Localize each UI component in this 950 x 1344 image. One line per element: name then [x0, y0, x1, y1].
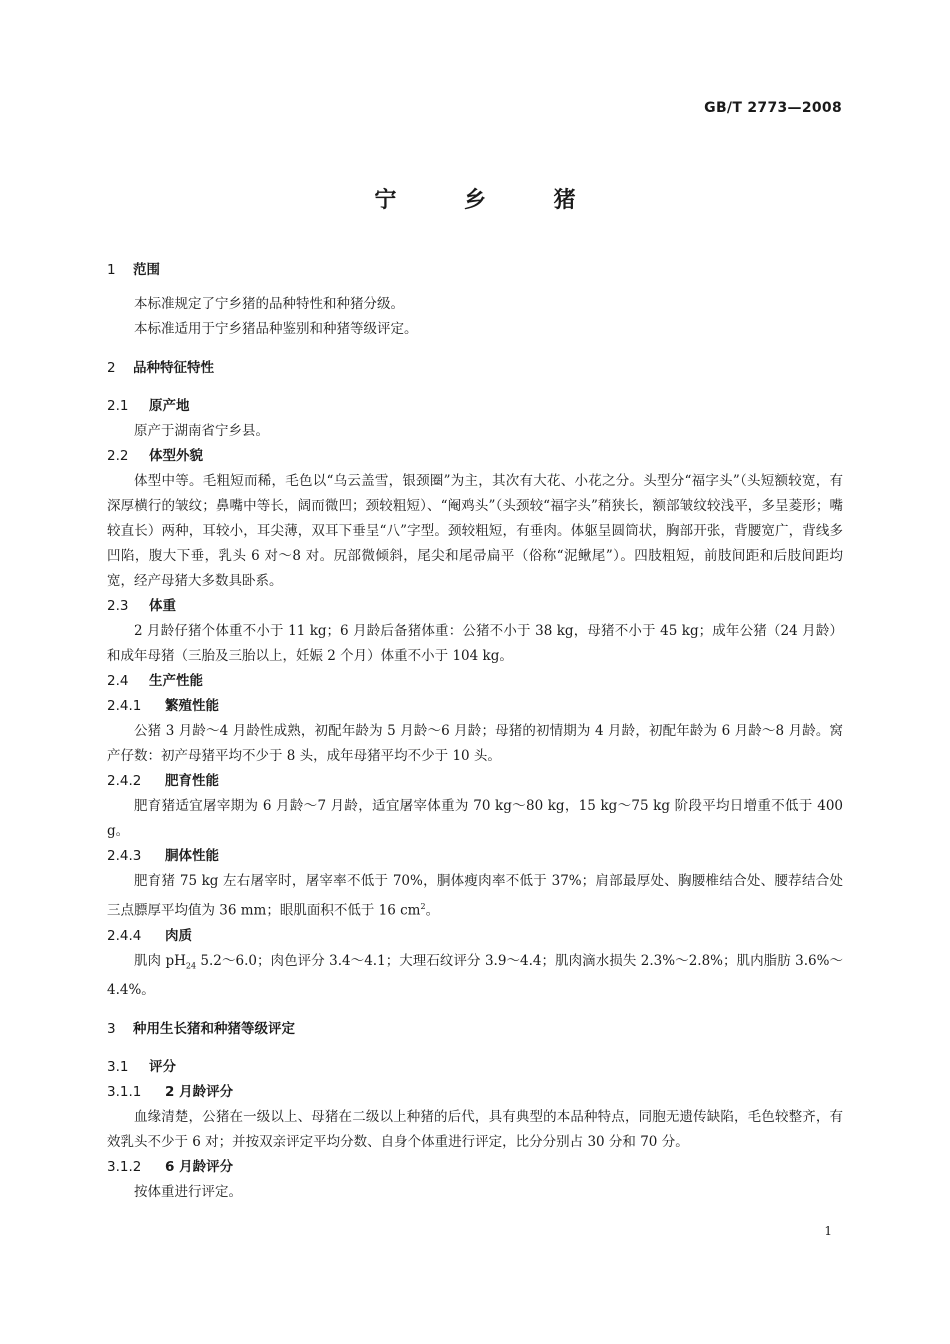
- subsection-heading: [107, 844, 843, 869]
- subsection-number: 3.1.2: [107, 1159, 142, 1176]
- page-number: 1: [824, 1224, 832, 1238]
- subsection-number: 2.4.4: [107, 927, 142, 944]
- paragraph: [107, 949, 843, 1004]
- section-number: 1: [107, 262, 116, 278]
- paragraph: 原产于湖南省宁乡县。: [134, 423, 269, 439]
- subsection-title: 肉质: [165, 927, 192, 944]
- section-title: 品种特征特性: [133, 360, 214, 376]
- subsection-heading: [107, 1155, 843, 1180]
- paragraph: 2 月龄仔猪个体重不小于 11 kg；6 月龄后备猪体重：公猪不小于 38 kg，母猪不小于 45 kg；成年公猪（24 月龄）和成年母猪（三胎及三胎以上，妊娠 2 个月）体重不小于 104 kg。: [107, 623, 843, 664]
- superscript: 2: [420, 902, 426, 911]
- subsection-heading: [107, 1055, 843, 1080]
- subsection-number: 2.1: [107, 398, 129, 414]
- section-title: 种用生长猪和种猪等级评定: [133, 1021, 295, 1038]
- paragraph: 公猪 3 月龄～4 月龄性成熟，初配年龄为 5 月龄～6 月龄；母猪的初情期为 4 月龄，初配年龄为 6 月龄～8 月龄。窝产仔数：初产母猪平均不少于 8 头，成年母猪平均不少于 10 头。: [107, 723, 843, 764]
- document-body: [107, 258, 843, 1205]
- subsection-number: 3.1: [107, 1059, 129, 1076]
- subsection-number: 2.4: [107, 673, 129, 689]
- paragraph-text: 肥育猪 75 kg 左右屠宰时，屠宰率不低于 70%，胴体瘦肉率不低于 37%；肩部最厚处、胸腰椎结合处、腰荐结合处三点膘厚平均值为 36 mm；眼肌面积不低于 16 cm: [107, 873, 843, 919]
- section-number: 2: [107, 360, 116, 376]
- subsection-title: 6 月龄评分: [165, 1159, 234, 1176]
- paragraph: 肥育猪适宜屠宰期为 6 月龄～7 月龄，适宜屠宰体重为 70 kg～80 kg，15 kg～75 kg 阶段平均日增重不低于 400 g。: [107, 798, 843, 839]
- subsection-heading: [107, 444, 843, 469]
- paragraph-text: 肌肉 pH: [134, 952, 186, 969]
- section-heading: [107, 356, 843, 380]
- page-title: 宁 乡 猪: [374, 188, 606, 213]
- subscript: 24: [185, 961, 197, 971]
- subsection-title: 生产性能: [149, 673, 203, 689]
- section-title: 范围: [133, 262, 160, 278]
- subsection-title: 原产地: [149, 398, 190, 414]
- section-heading: [107, 258, 843, 282]
- subsection-number: 2.4.3: [107, 848, 142, 864]
- paragraph: 血缘清楚，公猪在一级以上、母猪在二级以上种猪的后代，具有典型的本品种特点，同胞无遗传缺陷，毛色较整齐，有效乳头不少于 6 对；并按双亲评定平均分数、自身个体重进行评定，比分分别占 30 分和 70 分。: [107, 1109, 843, 1151]
- subsection-title: 评分: [149, 1059, 176, 1076]
- subsection-heading: [107, 594, 843, 619]
- subsection-title: 胴体性能: [165, 848, 219, 864]
- subsection-heading: [107, 669, 843, 694]
- subsection-number: 2.4.1: [107, 698, 142, 714]
- paragraph-text: 。: [425, 902, 440, 919]
- section-heading: [107, 1017, 843, 1041]
- paragraph: 本标准适用于宁乡猪品种鉴别和种猪等级评定。: [134, 321, 418, 337]
- subsection-number: 2.2: [107, 448, 129, 464]
- paragraph: [107, 869, 843, 924]
- subsection-title: 2 月龄评分: [165, 1084, 234, 1101]
- subsection-heading: [107, 924, 843, 949]
- subsection-heading: [107, 1080, 843, 1105]
- subsection-heading: [107, 769, 843, 794]
- subsection-title: 繁殖性能: [165, 698, 219, 714]
- subsection-number: 2.4.2: [107, 773, 142, 789]
- paragraph: 本标准规定了宁乡猪的品种特性和种猪分级。: [134, 296, 404, 312]
- paragraph-text: 5.2～6.0；肉色评分 3.4～4.1；大理石纹评分 3.9～4.4；肌肉滴水损失 2.3%～2.8%；肌内脂肪 3.6%～4.4%。: [107, 952, 843, 999]
- subsection-title: 体重: [149, 598, 176, 614]
- paragraph: 体型中等。毛粗短而稀，毛色以“乌云盖雪，银颈圈”为主，其次有大花、小花之分。头型分“福字头”（头短额较宽，有深厚横行的皱纹；鼻嘴中等长，阔而微凹；颈较粗短）、“阉鸡头”（头颈较“福字头”稍狭长，额部皱纹较浅平，多呈菱形；嘴较直长）两种，耳较小，耳尖薄，双耳下垂呈“八”字型。颈较粗短，有垂肉。体躯呈圆筒状，胸部开张，背腰宽广，背线多凹陷，腹大下垂，乳头 6 对～8 对。尻部微倾斜，尾尖和尾帚扁平（俗称“泥鳅尾”）。四肢粗短，前肢间距和后肢间距均宽，经产母猪大多数具卧系。: [107, 473, 843, 589]
- subsection-heading: [107, 394, 843, 419]
- subsection-title: 体型外貌: [149, 448, 203, 464]
- paragraph: 按体重进行评定。: [134, 1184, 242, 1201]
- subsection-heading: [107, 694, 843, 719]
- section-number: 3: [107, 1021, 116, 1038]
- subsection-title: 肥育性能: [165, 773, 219, 789]
- subsection-number: 3.1.1: [107, 1084, 142, 1101]
- subsection-number: 2.3: [107, 598, 129, 614]
- standard-code: GB/T 2773—2008: [704, 100, 842, 116]
